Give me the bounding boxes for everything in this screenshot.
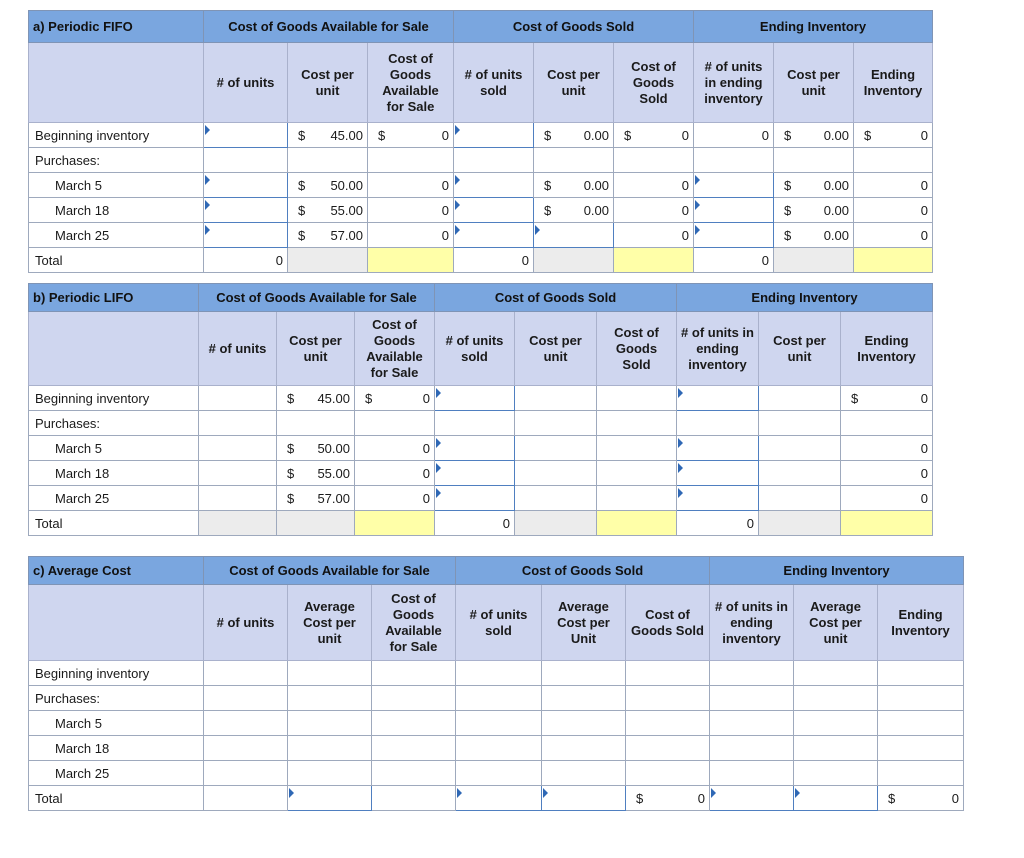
fifo-march5-units-input[interactable] xyxy=(204,173,288,198)
row-label: March 25 xyxy=(29,486,199,511)
lifo-col-cogs: Cost of Goods Sold xyxy=(597,312,677,386)
lifo-march18-ei: 0 xyxy=(841,461,933,486)
row-label: Total xyxy=(29,786,204,811)
lifo-row-march5: March 5 $ 50.00 0 0 xyxy=(29,436,933,461)
row-label: March 25 xyxy=(29,761,204,786)
fifo-march25-cogs: 0 xyxy=(614,223,694,248)
fifo-row-march5: March 5 $ 50.00 0 $ 0.00 0 $ 0.00 0 xyxy=(29,173,933,198)
lifo-row-total xyxy=(29,511,933,536)
lifo-march25-cost: 57.00 xyxy=(317,490,350,506)
row-label: March 18 xyxy=(29,736,204,761)
fifo-march5-ei-units-input[interactable] xyxy=(694,173,774,198)
fifo-march5-ei: 0 xyxy=(854,173,933,198)
lifo-march25-ei: 0 xyxy=(841,486,933,511)
lifo-march18-cost: 55.00 xyxy=(317,465,350,481)
avg-total-ei-cost-input[interactable] xyxy=(794,786,878,811)
avg-total-cogs-cost-input[interactable] xyxy=(542,786,626,811)
avg-col-cogs: Cost of Goods Sold xyxy=(626,585,710,661)
lifo-beginning-ei-units-input[interactable] xyxy=(677,386,759,411)
row-label: Purchases: xyxy=(29,411,199,436)
fifo-beginning-cogs: 0 xyxy=(681,127,690,143)
fifo-col-cost-per-unit: Cost per unit xyxy=(288,43,368,123)
row-label: Beginning inventory xyxy=(29,661,204,686)
fifo-beginning-sold-input[interactable] xyxy=(454,123,534,148)
lifo-row-beginning: Beginning inventory $ 45.00 $ 0 $ 0 xyxy=(29,386,933,411)
fifo-total-units: 0 xyxy=(204,248,288,273)
fifo-march25-cogs-cost-input[interactable] xyxy=(534,223,614,248)
avg-col-units: # of units xyxy=(204,585,288,661)
lifo-cogs-header: Cost of Goods Sold xyxy=(435,284,677,312)
fifo-beginning-cost: 45.00 xyxy=(330,127,363,143)
fifo-beginning-cogs-cost: 0.00 xyxy=(583,127,609,143)
fifo-march18-ei-cost: 0.00 xyxy=(823,202,850,218)
avg-cogs-header: Cost of Goods Sold xyxy=(456,557,710,585)
lifo-row-march18: March 18 $ 55.00 0 0 xyxy=(29,461,933,486)
fifo-col-ei: Ending Inventory xyxy=(854,43,933,123)
avg-col-ei: Ending Inventory xyxy=(878,585,964,661)
fifo-march25-ei: 0 xyxy=(854,223,933,248)
lifo-col-units: # of units xyxy=(199,312,277,386)
lifo-label-header xyxy=(29,312,199,386)
fifo-march25-cogas: 0 xyxy=(368,223,454,248)
fifo-march18-ei-units-input[interactable] xyxy=(694,198,774,223)
lifo-col-ei-units: # of units in ending inventory xyxy=(677,312,759,386)
avg-row-total: Total $ 0 $ 0 xyxy=(29,786,964,811)
avg-total-ei: 0 xyxy=(951,790,960,806)
avg-ei-header: Ending Inventory xyxy=(710,557,964,585)
fifo-march18-ei: 0 xyxy=(854,198,933,223)
avg-cogas-header: Cost of Goods Available for Sale xyxy=(204,557,456,585)
avg-row-march18 xyxy=(29,736,964,761)
lifo-march5-ei-units-input[interactable] xyxy=(677,436,759,461)
fifo-march18-cost: 55.00 xyxy=(330,202,363,218)
row-label: Beginning inventory xyxy=(29,123,204,148)
fifo-march5-sold-input[interactable] xyxy=(454,173,534,198)
lifo-march25-ei-units-input[interactable] xyxy=(677,486,759,511)
fifo-table xyxy=(28,10,933,273)
row-label: Beginning inventory xyxy=(29,386,199,411)
avg-table xyxy=(28,556,964,811)
fifo-march25-sold-input[interactable] xyxy=(454,223,534,248)
fifo-beginning-cogas: 0 xyxy=(441,127,449,143)
fifo-march5-ei-cost: 0.00 xyxy=(823,177,850,193)
row-label: March 18 xyxy=(29,461,199,486)
lifo-row-march25: March 25 $ 57.00 0 0 xyxy=(29,486,933,511)
lifo-beginning-ei: 0 xyxy=(920,390,929,406)
fifo-march5-cogs: 0 xyxy=(614,173,694,198)
lifo-march5-ei: 0 xyxy=(841,436,933,461)
avg-row-purchases xyxy=(29,686,964,711)
fifo-march18-sold-input[interactable] xyxy=(454,198,534,223)
lifo-beginning-sold-input[interactable] xyxy=(435,386,515,411)
fifo-col-units-sold: # of units sold xyxy=(454,43,534,123)
lifo-col-units-sold: # of units sold xyxy=(435,312,515,386)
fifo-beginning-ei: 0 xyxy=(920,127,929,143)
avg-col-ei-avg-cost: Average Cost per unit xyxy=(794,585,878,661)
lifo-beginning-cost: 45.00 xyxy=(317,390,350,406)
fifo-march25-cost: 57.00 xyxy=(330,227,363,243)
row-label: March 18 xyxy=(29,198,204,223)
fifo-col-ei-cost-per-unit: Cost per unit xyxy=(774,43,854,123)
fifo-march5-cogs-cost: 0.00 xyxy=(583,177,609,193)
fifo-row-purchases xyxy=(29,148,933,173)
fifo-march25-ei-cost: 0.00 xyxy=(823,227,850,243)
avg-row-beginning xyxy=(29,661,964,686)
row-label: March 5 xyxy=(29,436,199,461)
lifo-row-purchases xyxy=(29,411,933,436)
lifo-col-cogas: Cost of Goods Available for Sale xyxy=(355,312,435,386)
lifo-ei-header: Ending Inventory xyxy=(677,284,933,312)
lifo-march18-ei-units-input[interactable] xyxy=(677,461,759,486)
lifo-total-sold: 0 xyxy=(435,511,515,536)
lifo-col-cost-per-unit: Cost per unit xyxy=(277,312,355,386)
fifo-row-total xyxy=(29,248,933,273)
fifo-total-ei-units: 0 xyxy=(694,248,774,273)
fifo-march25-units-input[interactable] xyxy=(204,223,288,248)
avg-row-march25 xyxy=(29,761,964,786)
lifo-march5-sold-input[interactable] xyxy=(435,436,515,461)
fifo-beginning-ei-units: 0 xyxy=(694,123,774,148)
lifo-title: b) Periodic LIFO xyxy=(29,284,199,312)
fifo-col-units: # of units xyxy=(204,43,288,123)
fifo-cogs-header: Cost of Goods Sold xyxy=(454,11,694,43)
fifo-row-march25: March 25 $ 57.00 0 0 $ 0.00 0 xyxy=(29,223,933,248)
avg-col-units-sold: # of units sold xyxy=(456,585,542,661)
fifo-title: a) Periodic FIFO xyxy=(29,11,204,43)
lifo-march5-cogas: 0 xyxy=(355,436,435,461)
fifo-total-sold: 0 xyxy=(454,248,534,273)
fifo-col-cogas: Cost of Goods Available for Sale xyxy=(368,43,454,123)
avg-col-avg-cost-per-unit: Average Cost per unit xyxy=(288,585,372,661)
lifo-table xyxy=(28,283,933,536)
lifo-march18-sold-input[interactable] xyxy=(435,461,515,486)
avg-row-march5 xyxy=(29,711,964,736)
lifo-col-ei: Ending Inventory xyxy=(841,312,933,386)
avg-col-cogas: Cost of Goods Available for Sale xyxy=(372,585,456,661)
lifo-col-ei-cost-per-unit: Cost per unit xyxy=(759,312,841,386)
lifo-cogas-header: Cost of Goods Available for Sale xyxy=(199,284,435,312)
lifo-march18-cogas: 0 xyxy=(355,461,435,486)
fifo-cogas-header: Cost of Goods Available for Sale xyxy=(204,11,454,43)
row-label: Purchases: xyxy=(29,686,204,711)
fifo-col-ei-units: # of units in ending inventory xyxy=(694,43,774,123)
fifo-beginning-units-input[interactable] xyxy=(204,123,288,148)
fifo-ei-header: Ending Inventory xyxy=(694,11,933,43)
lifo-total-ei-units: 0 xyxy=(677,511,759,536)
avg-total-cost-input[interactable] xyxy=(288,786,372,811)
fifo-row-beginning: Beginning inventory $ 45.00 $ 0 $ 0.00 $ 0 0 $ 0.00 $ 0 xyxy=(29,123,933,148)
fifo-march5-cogas: 0 xyxy=(368,173,454,198)
avg-col-ei-units: # of units in ending inventory xyxy=(710,585,794,661)
fifo-march18-cogs-cost: 0.00 xyxy=(583,202,609,218)
lifo-col-cogs-cost-per-unit: Cost per unit xyxy=(515,312,597,386)
row-label: March 5 xyxy=(29,173,204,198)
avg-total-sold-input[interactable] xyxy=(456,786,542,811)
fifo-march18-units-input[interactable] xyxy=(204,198,288,223)
avg-label-header xyxy=(29,585,204,661)
fifo-col-cogs-cost-per-unit: Cost per unit xyxy=(534,43,614,123)
lifo-march25-sold-input[interactable] xyxy=(435,486,515,511)
fifo-march18-cogs: 0 xyxy=(614,198,694,223)
fifo-label-header xyxy=(29,43,204,123)
row-label: Total xyxy=(29,511,199,536)
lifo-march5-cost: 50.00 xyxy=(317,440,350,456)
avg-total-ei-units-input[interactable] xyxy=(710,786,794,811)
avg-total-cogs: 0 xyxy=(697,790,706,806)
fifo-row-march18: March 18 $ 55.00 0 $ 0.00 0 $ 0.00 0 xyxy=(29,198,933,223)
row-label: Total xyxy=(29,248,204,273)
fifo-beginning-ei-cost: 0.00 xyxy=(823,127,850,143)
row-label: Purchases: xyxy=(29,148,204,173)
fifo-col-cogs: Cost of Goods Sold xyxy=(614,43,694,123)
fifo-march5-cost: 50.00 xyxy=(330,177,363,193)
lifo-march25-cogas: 0 xyxy=(355,486,435,511)
avg-title: c) Average Cost xyxy=(29,557,204,585)
avg-col-cogs-avg-cost: Average Cost per Unit xyxy=(542,585,626,661)
fifo-march25-ei-units-input[interactable] xyxy=(694,223,774,248)
lifo-beginning-cogas: 0 xyxy=(422,390,430,406)
row-label: March 5 xyxy=(29,711,204,736)
fifo-march18-cogas: 0 xyxy=(368,198,454,223)
row-label: March 25 xyxy=(29,223,204,248)
